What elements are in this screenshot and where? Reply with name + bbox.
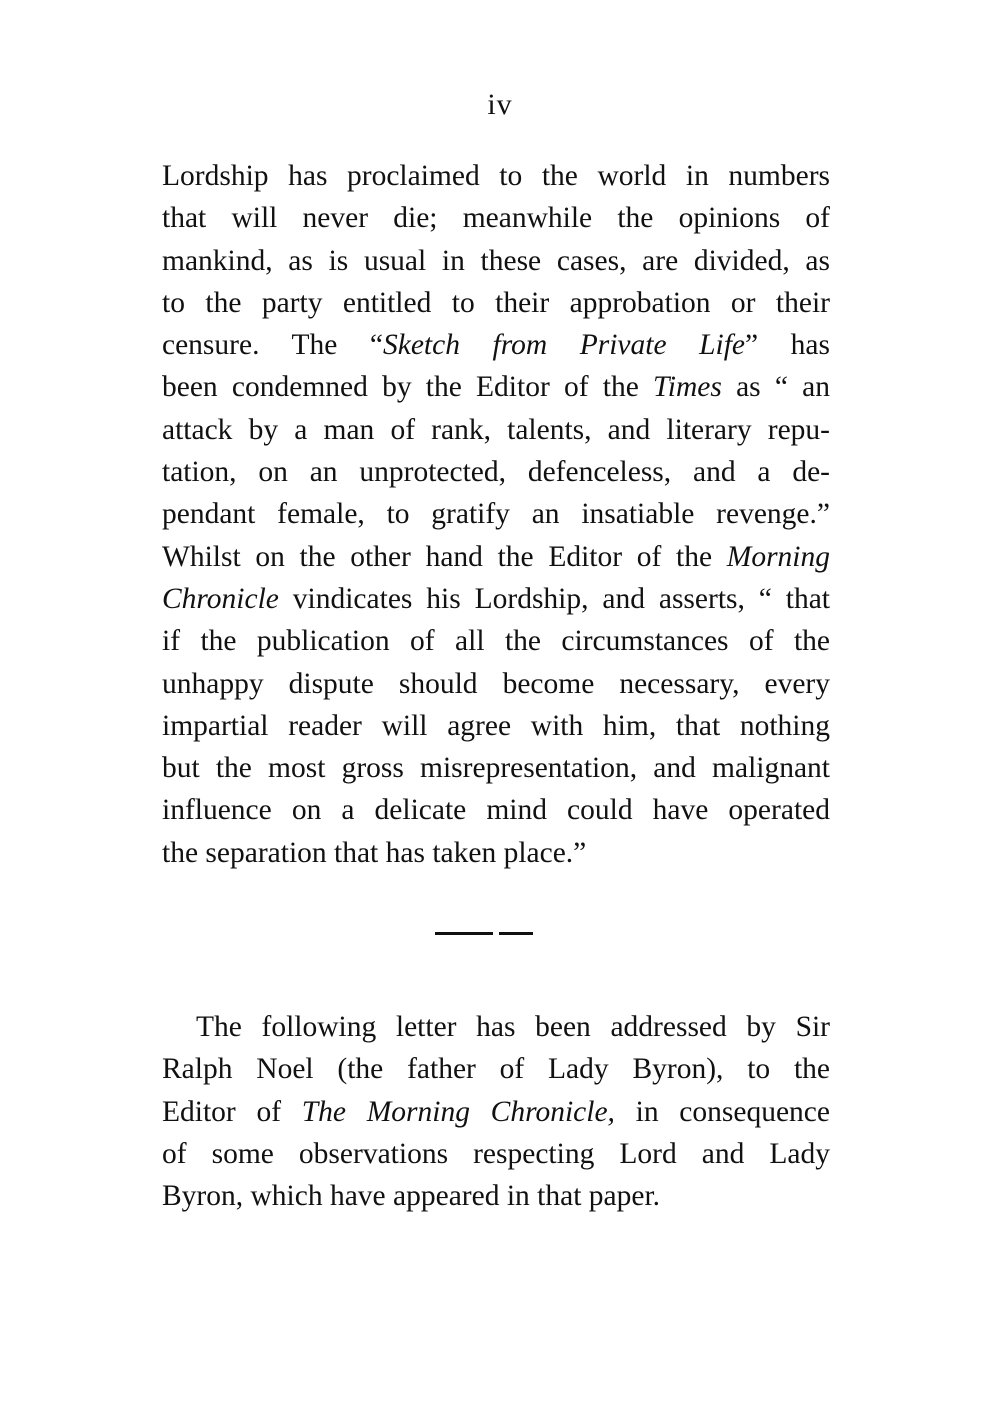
morning-chronicle-title: The Morning Chronicle, <box>301 1095 615 1128</box>
text-line: tation, on an unprotected, defenceless, and a de- <box>162 456 830 489</box>
times-title: Times <box>653 371 722 404</box>
text-line: but the most gross misrepresentation, and malignant <box>162 752 830 785</box>
paragraph-2 <box>162 1006 830 1217</box>
text-line: impartial reader will agree with him, that nothing <box>162 709 830 742</box>
separator-rule <box>499 932 533 935</box>
text-line: The following letter has been addressed by Sir <box>196 1011 830 1043</box>
text-line: influence on a delicate mind could have operated <box>162 794 830 827</box>
text-line: Chronicle vindicates his Lordship, and asserts, “ that <box>162 582 830 615</box>
paragraph-1 <box>162 155 830 874</box>
separator-rule <box>435 932 493 935</box>
text-line: mankind, as is usual in these cases, are divided, as <box>162 244 830 277</box>
text-line: Byron, which have appeared in that paper. <box>162 1180 661 1213</box>
section-separator <box>435 927 533 939</box>
text-line: Whilst on the other hand the Editor of the Morning <box>162 540 830 573</box>
text-line: pendant female, to gratify an insatiable revenge.” <box>162 498 830 531</box>
text-line: if the publication of all the circumstances of the <box>162 625 830 658</box>
text-line: been condemned by the Editor of the Times as “ an <box>162 371 830 404</box>
text-line: the separation that has taken place.” <box>162 836 587 869</box>
sketch-title: Sketch from Private Life <box>383 329 746 362</box>
text-line: attack by a man of rank, talents, and literary repu- <box>162 413 830 446</box>
page-number: iv <box>487 88 513 121</box>
text-line: Editor of The Morning Chronicle, in consequence <box>162 1095 830 1128</box>
text-line: unhappy dispute should become necessary, every <box>162 667 830 700</box>
text-line: of some observations respecting Lord and Lady <box>162 1137 830 1170</box>
text-line: Ralph Noel (the father of Lady Byron), to the <box>162 1053 830 1086</box>
morning-title: Morning <box>726 540 830 573</box>
text-line: to the party entitled to their approbation or their <box>162 286 830 319</box>
text-line: censure. The “Sketch from Private Life” has <box>162 329 830 362</box>
text-line: Lordship has proclaimed to the world in numbers <box>162 160 830 192</box>
text-line: that will never die; meanwhile the opinions of <box>162 202 830 235</box>
chronicle-title: Chronicle <box>162 582 279 615</box>
